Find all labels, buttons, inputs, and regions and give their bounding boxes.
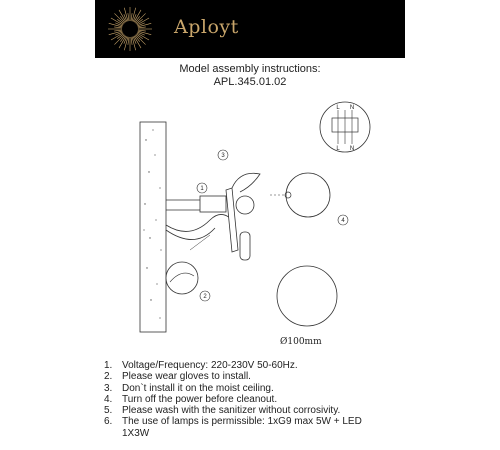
callout-1: 1 (200, 186, 204, 192)
callout-3: 3 (221, 153, 225, 159)
lamp-arm (226, 188, 238, 252)
wiring-diagram (320, 102, 370, 152)
wall (140, 122, 166, 332)
title-line: Model assembly instructions: (179, 63, 321, 75)
glass-shade (286, 173, 330, 217)
instruction-item: 1. Voltage/Frequency: 220-230V 50-60Hz. (104, 360, 298, 371)
bulb (236, 196, 254, 214)
lamp-socket (240, 232, 250, 260)
instruction-list (104, 360, 362, 439)
wire-label-n: N (349, 146, 355, 152)
instruction-item: 3. Don`t install it on the moist ceiling. (104, 382, 274, 394)
shade-dimension-view (277, 266, 337, 326)
wires (166, 214, 230, 231)
mounting-plate (200, 196, 226, 212)
document-title (0, 63, 500, 89)
instruction-item: 2. Please wear gloves to install. (104, 371, 251, 383)
instruction-item: 5. Please wash with the sanitizer without corrosivity. (104, 405, 341, 417)
instruction-item: 6. The use of lamps is permissible: 1xG9 max 5W + LED (104, 416, 362, 428)
wire-label-l: L (336, 105, 340, 111)
wire-label-n: N (349, 105, 355, 111)
model-number: APL.345.01.02 (213, 76, 287, 88)
sunburst-icon (95, 0, 165, 58)
instruction-item: 4. Turn off the power before cleanout. (104, 393, 278, 405)
detail-circle (166, 262, 198, 294)
brand-name: Aployt (174, 16, 239, 38)
wire-label-l: L (336, 146, 340, 152)
brand-header (95, 0, 405, 58)
dimension-label: Ø100mm (280, 337, 322, 347)
assembly-drawing (120, 100, 380, 350)
callout-2: 2 (203, 294, 207, 300)
callout-4: 4 (341, 218, 345, 224)
instruction-continuation: 1X3W (122, 427, 150, 439)
